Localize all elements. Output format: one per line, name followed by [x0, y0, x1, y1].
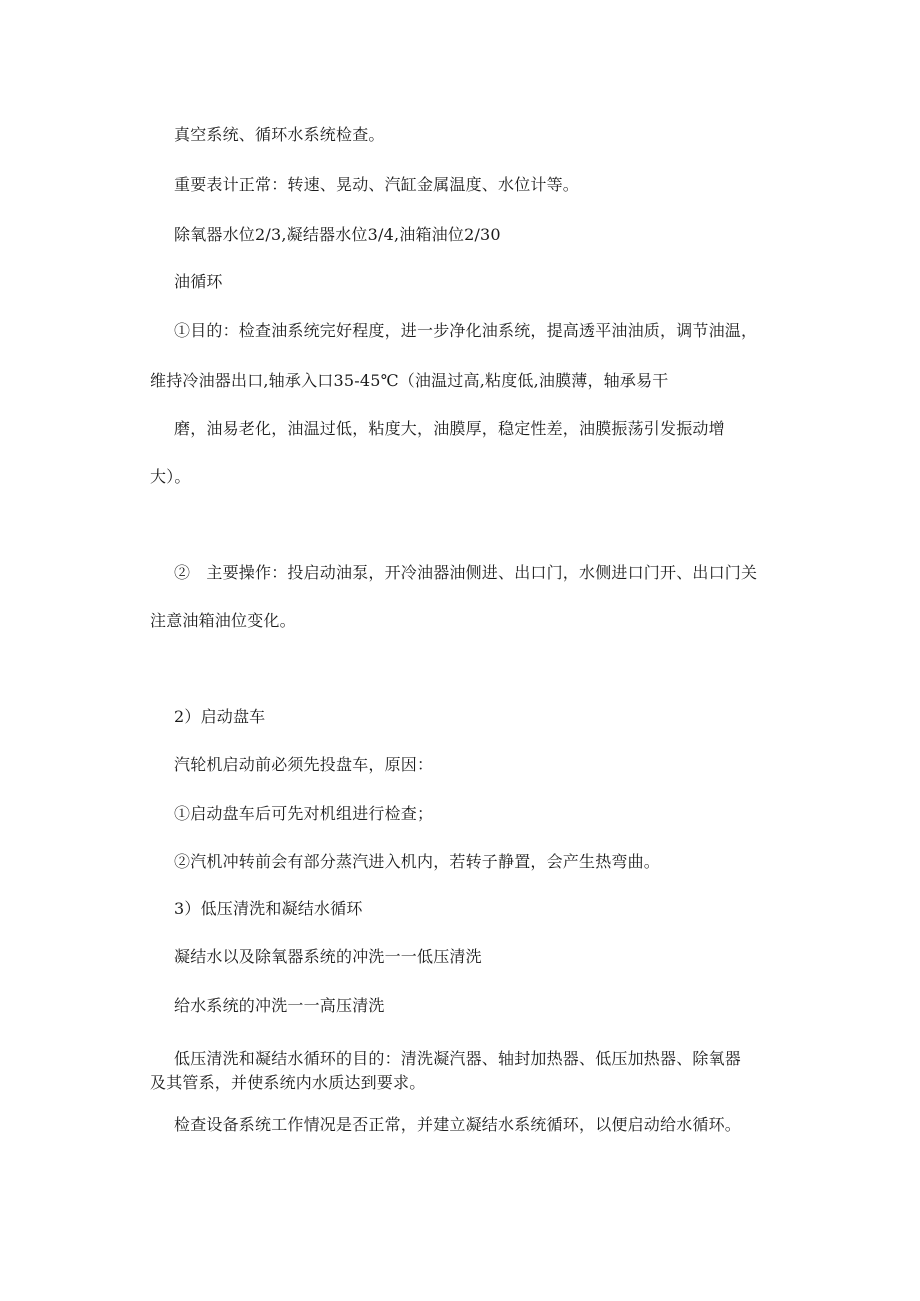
section-heading-oil-circulation: 油循环 — [174, 272, 223, 291]
section-heading-low-pressure-cleaning: 3）低压清洗和凝结水循环 — [174, 899, 363, 918]
text-line-high-pressure-flush: 给水系统的冲洗一一高压清洗 — [174, 996, 385, 1015]
text-line-purpose-2: 维持冷油器出口,轴承入口35-45℃（油温过高,粘度低,油膜薄，轴承易干 — [150, 371, 669, 390]
text-line-purpose-1: ①目的：检查油系统完好程度，进一步净化油系统，提高透平油油质，调节油温， — [174, 321, 758, 340]
text-line-purpose-4: 大）。 — [150, 467, 191, 486]
text-line-main-operation-1: ② 主要操作：投启动油泵，开冷油器油侧进、出口门，水侧进口门开、出口门关 — [174, 563, 758, 582]
text-line-purpose-3: 磨，油易老化，油温过低，粘度大，油膜厚，稳定性差，油膜振荡引发振动增 — [174, 419, 725, 438]
text-line-check-equipment: 检查设备系统工作情况是否正常，并建立凝结水系统循环，以便启动给水循环。 — [174, 1115, 742, 1134]
text-line-main-operation-2: 注意油箱油位变化。 — [150, 611, 296, 630]
text-line-vacuum-check: 真空系统、循环水系统检查。 — [174, 125, 385, 144]
text-line-water-levels: 除氧器水位2/3,凝结器水位3/4,油箱油位2/30 — [174, 225, 501, 244]
text-line-low-pressure-flush: 凝结水以及除氧器系统的冲洗一一低压清洗 — [174, 947, 482, 966]
text-line-turning-gear-reason: 汽轮机启动前必须先投盘车，原因： — [174, 755, 434, 774]
text-line-gauges: 重要表计正常：转速、晃动、汽缸金属温度、水位计等。 — [174, 175, 580, 194]
text-line-turning-gear-1: ①启动盘车后可先对机组进行检查； — [174, 804, 434, 823]
text-line-cleaning-purpose-2: 及其管系，并使系统内水质达到要求。 — [150, 1073, 426, 1092]
section-heading-turning-gear: 2）启动盘车 — [174, 707, 266, 726]
text-line-cleaning-purpose-1: 低压清洗和凝结水循环的目的：清洗凝汽器、轴封加热器、低压加热器、除氧器 — [174, 1049, 742, 1068]
text-line-turning-gear-2: ②汽机冲转前会有部分蒸汽进入机内，若转子静置，会产生热弯曲。 — [174, 852, 661, 871]
